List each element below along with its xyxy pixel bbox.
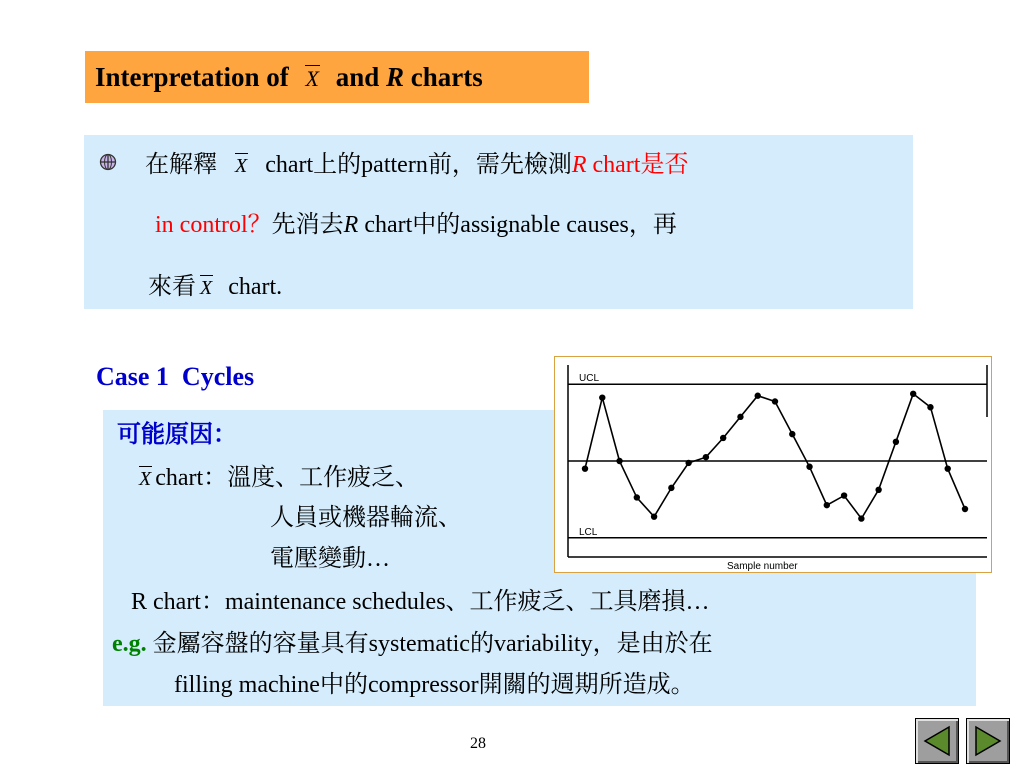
slide-title [85, 51, 589, 103]
x-axis-label: Sample number [727, 561, 798, 571]
causes-x-line1: 溫度、工作疲乏、 [227, 465, 420, 491]
title-middle: and [335, 62, 380, 92]
ucl-label: UCL [579, 373, 600, 385]
intro-l2-r: R [343, 212, 359, 238]
data-point [755, 393, 761, 399]
causes-r-line: R chart：maintenance schedules、工作疲乏、工具磨損… [131, 589, 710, 615]
eg-label: e.g. [112, 631, 147, 657]
intro-line-1 [145, 150, 688, 180]
previous-slide-button[interactable] [915, 718, 959, 764]
intro-l2-c: chart中的assignable causes，再 [358, 212, 677, 238]
title-prefix: Interpretation of [95, 62, 289, 92]
data-point [893, 439, 899, 445]
data-point [685, 460, 691, 466]
data-point [789, 431, 795, 437]
intro-l1-r: R [571, 152, 587, 178]
intro-l3-b: chart. [228, 274, 283, 300]
causes-xbar-symbol: X [139, 468, 152, 490]
series-points [582, 391, 968, 522]
intro-l3-xbar: X [200, 277, 213, 299]
data-point [806, 464, 812, 470]
data-point [737, 414, 743, 420]
chart-svg [555, 357, 990, 571]
intro-l1-b: chart上的pattern前，需先檢測 [265, 152, 572, 178]
case-heading: Case 1 Cycles [96, 362, 255, 391]
intro-l1-a: 在解釋 [145, 152, 217, 178]
series-line [585, 394, 965, 519]
lcl-label: LCL [579, 526, 598, 538]
cycles-control-chart [554, 356, 992, 573]
causes-heading: 可能原因： [117, 422, 237, 448]
next-slide-button[interactable] [966, 718, 1010, 764]
data-point [651, 513, 657, 519]
intro-line-3 [148, 272, 282, 302]
data-point [841, 492, 847, 498]
causes-x-label: chart： [155, 465, 228, 491]
eg-line-1 [112, 629, 713, 659]
data-point [616, 458, 622, 464]
data-point [875, 487, 881, 493]
causes-x-line3: 電壓變動… [270, 546, 390, 572]
data-point [910, 391, 916, 397]
data-point [599, 394, 605, 400]
intro-l2-b: 先消去 [271, 212, 344, 238]
data-point [927, 404, 933, 410]
x-chart-causes-line-1 [137, 463, 419, 493]
page-number: 28 [470, 735, 486, 752]
data-point [858, 515, 864, 521]
causes-x-line2: 人員或機器輪流、 [270, 505, 462, 531]
intro-l1-c: chart是否 [586, 152, 689, 178]
triangle-left-icon [916, 719, 958, 763]
eg-line1-text: 金屬容盤的容量具有systematic的variability，是由於在 [152, 631, 713, 657]
triangle-right-icon [967, 719, 1009, 763]
intro-l3-a: 來看 [148, 274, 196, 300]
data-point [582, 465, 588, 471]
eg-line-2: filling machine中的compressor開關的週期所造成。 [174, 672, 695, 698]
intro-l2-a: in control？ [155, 212, 272, 238]
data-point [634, 494, 640, 500]
title-xbar-symbol: X [305, 66, 319, 91]
data-point [703, 454, 709, 460]
title-suffix: charts [410, 62, 483, 92]
intro-l1-xbar: X [235, 155, 248, 177]
data-point [772, 398, 778, 404]
data-point [668, 485, 674, 491]
intro-line-2 [155, 210, 677, 240]
data-point [962, 506, 968, 512]
data-point [824, 502, 830, 508]
globe-bullet-icon [99, 153, 117, 171]
data-point [720, 435, 726, 441]
data-point [945, 465, 951, 471]
title-r-symbol: R [385, 62, 404, 92]
